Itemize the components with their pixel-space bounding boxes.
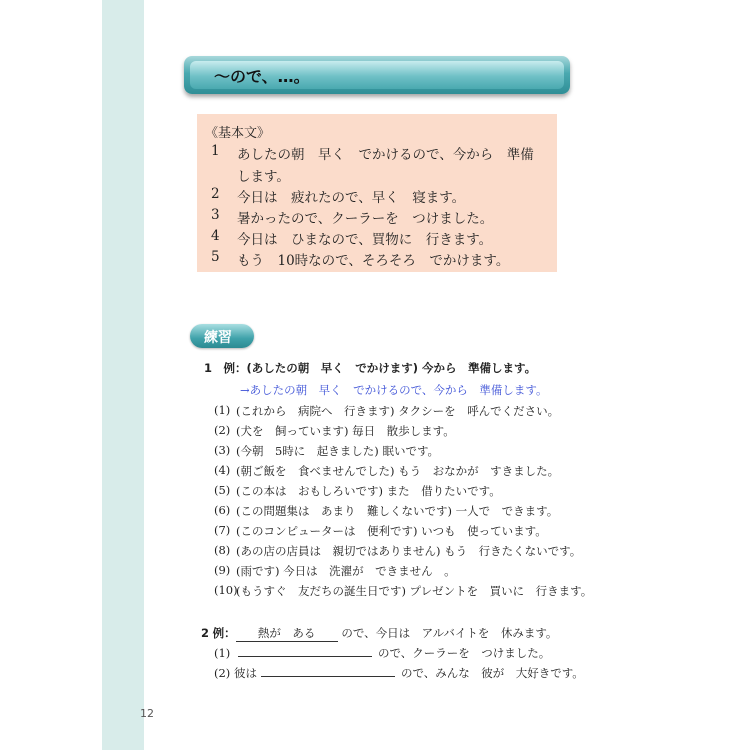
exercise-2-example-rest: ので、今日は アルバイトを 休みます。 [341,626,558,640]
exercise-1-item [214,563,594,579]
item-number: (4) [214,463,231,477]
exercise-1-example: 1 例：(あしたの朝 早く でかけます) 今から 準備します。 [204,361,537,375]
exercise-1-item [214,443,594,459]
item-text: (この問題集は あまり 難しくないです) 一人で できます。 [236,504,559,518]
item-number: (8) [214,543,231,557]
section-title-banner [184,56,570,94]
example-blank [236,625,338,642]
exercise-1-item [214,543,594,559]
basic-sentences-box [197,114,557,272]
item-prefix: 彼は [233,666,257,680]
item-text: (このコンピューターは 便利です) いつも 使っています。 [236,524,547,538]
exercise-1-answer: →あしたの朝 早く でかけるので、今から 準備します。 [240,383,548,397]
item-number: (10) [214,583,238,597]
page-sidebar-stripe [102,0,144,750]
section-title: ～ので、…。 [214,67,310,86]
exercise-1-item [214,463,594,479]
example-blank-answer: 熱が ある [257,626,316,640]
basic-sentence-number: 3 [211,207,220,223]
item-number: (2) [214,423,231,437]
page-number: 12 [140,707,154,720]
exercise-1-item [214,403,594,419]
exercise-1-item [214,483,594,499]
item-number: (1) [214,646,231,660]
practice-label-pill [190,324,254,348]
exercise-1-item [214,583,594,599]
exercise-1-item [214,523,594,539]
basic-sentence-number: 5 [211,249,220,265]
answer-blank[interactable] [261,676,395,677]
basic-sentence-text: 暑かったので、クーラーを つけました。 [237,211,494,227]
basic-heading: 《基本文》 [205,126,271,141]
exercise-1-item [214,423,594,439]
exercise-2-example [201,625,557,642]
item-number: (7) [214,523,231,537]
item-text: (雨です) 今日は 洗濯が できません 。 [236,564,456,578]
exercise-2-number: 2 [201,626,210,640]
basic-sentence-number: 4 [211,228,220,244]
item-number: (1) [214,403,231,417]
exercise-1-item [214,503,594,519]
item-rest: ので、みんな 彼が 大好きです。 [400,666,584,680]
basic-sentence-text: 今日は 疲れたので、早く 寝ます。 [237,190,466,206]
item-number: (3) [214,443,231,457]
item-text: (この本は おもしろいです) また 借りたいです。 [236,484,501,498]
basic-sentence-number: 1 [211,143,220,159]
item-text: (犬を 飼っています) 毎日 散歩します。 [236,424,455,438]
item-number: (6) [214,503,231,517]
exercise-2-example-label: 例： [212,626,236,640]
item-rest: ので、クーラーを つけました。 [377,646,551,660]
item-text: (今朝 5時に 起きました) 眠いです。 [236,444,440,458]
item-text: (もうすぐ 友だちの誕生日です) プレゼントを 買いに 行きます。 [236,584,593,598]
item-text: (あの店の店員は 親切ではありません) もう 行きたくないです。 [236,544,582,558]
practice-label: 練習 [204,330,232,346]
item-text: (これから 病院へ 行きます) タクシーを 呼んでください。 [236,404,560,418]
answer-blank[interactable] [238,656,372,657]
item-number: (2) [214,666,231,680]
item-number: (9) [214,563,231,577]
basic-sentence-text: します。 [237,169,290,185]
exercise-2-item [214,665,584,681]
item-number: (5) [214,483,231,497]
item-text: (朝ご飯を 食べませんでした) もう おなかが すきました。 [236,464,560,478]
basic-sentence-number: 2 [211,186,220,202]
basic-sentence-text: あしたの朝 早く でかけるので、今から 準備 [237,147,534,163]
exercise-2-item [214,645,550,661]
basic-sentence-text: 今日は ひまなので、買物に 行きます。 [237,232,493,248]
basic-sentence-text: もう 10時なので、そろそろ でかけます。 [237,253,510,269]
